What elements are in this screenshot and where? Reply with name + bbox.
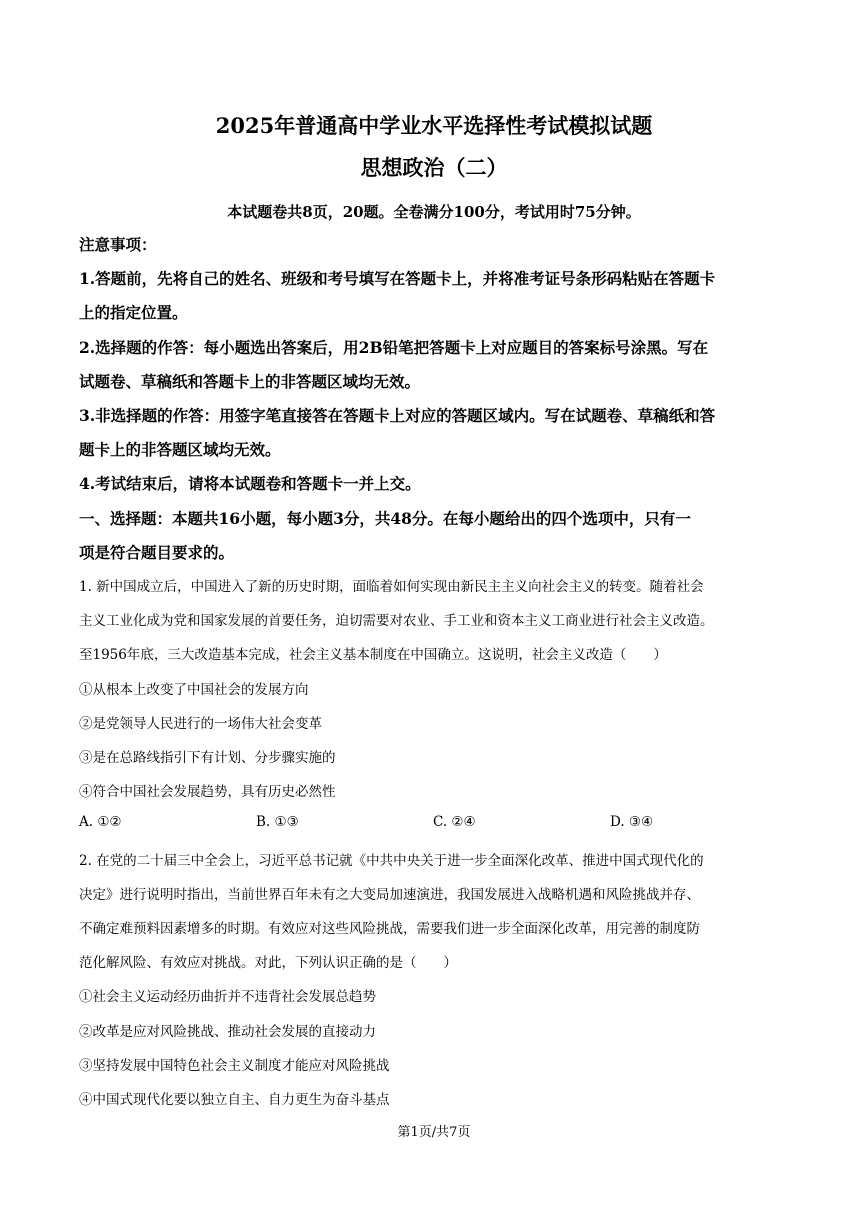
notes-line: 上的指定位置。	[79, 303, 188, 322]
question-item: ④中国式现代化要以独立自主、自力更生为奋斗基点	[79, 1092, 390, 1108]
question-stem-line: 2. 在党的二十届三中全会上，习近平总书记就《中共中央关于进一步全面深化改革、推进中国式现代化的	[79, 853, 704, 869]
question-item: ②是党领导人民进行的一场伟大社会变革	[79, 716, 322, 732]
question-stem-line: 1. 新中国成立后，中国进入了新的历史时期，面临着如何实现由新民主主义向社会主义的转变。随着社会	[79, 579, 704, 595]
exam-subject: 思想政治（二）	[360, 155, 508, 180]
exam-info: 本试题卷共8页，20题。全卷满分100分，考试用时75分钟。	[227, 203, 641, 221]
option-d: D. ③④	[610, 814, 654, 830]
question-stem-line: 不确定难预料因素增多的时期。有效应对这些风险挑战，需要我们进一步全面深化改革，用完善的制度防	[79, 921, 700, 937]
question-stem-line: 至1956年底，三大改造基本完成，社会主义基本制度在中国确立。这说明，社会主义改造（ ）	[79, 647, 667, 663]
question-item: ①从根本上改变了中国社会的发展方向	[79, 682, 309, 698]
notes-line: 题卡上的非答题区域均无效。	[79, 440, 281, 459]
question-stem-line: 主义工业化成为党和国家发展的首要任务，迫切需要对农业、手工业和资本主义工商业进行社会主义改造。	[79, 613, 714, 629]
notes-heading: 注意事项：	[79, 235, 157, 254]
page-number: 第1页/共7页	[397, 1125, 471, 1140]
section-heading: 一、选择题：本题共16小题，每小题3分，共48分。在每小题给出的四个选项中，只有一	[79, 509, 691, 528]
question-item: ①社会主义运动经历曲折并不违背社会发展总趋势	[79, 989, 376, 1005]
option-a: A. ①②	[79, 814, 122, 830]
question-stem-line: 决定》进行说明时指出，当前世界百年未有之大变局加速演进，我国发展进入战略机遇和风险挑战并存、	[79, 887, 700, 903]
notes-line: 2.选择题的作答：每小题选出答案后，用2B铅笔把答题卡上对应题目的答案标号涂黑。写在	[79, 338, 709, 357]
question-item: ④符合中国社会发展趋势，具有历史必然性	[79, 784, 336, 800]
question-stem-line: 范化解风险、有效应对挑战。对此，下列认识正确的是（ ）	[79, 955, 457, 971]
notes-line: 3.非选择题的作答：用签字笔直接答在答题卡上对应的答题区域内。写在试题卷、草稿纸和答	[79, 406, 716, 425]
question-item: ②改革是应对风险挑战、推动社会发展的直接动力	[79, 1024, 376, 1040]
notes-line: 4.考试结束后，请将本试题卷和答题卡一并上交。	[79, 474, 421, 493]
question-item: ③是在总路线指引下有计划、分步骤实施的	[79, 750, 336, 766]
section-heading-cont: 项是符合题目要求的。	[79, 543, 235, 562]
notes-line: 试题卷、草稿纸和答题卡上的非答题区域均无效。	[79, 372, 421, 391]
option-b: B. ①③	[256, 814, 299, 830]
question-item: ③坚持发展中国特色社会主义制度才能应对风险挑战	[79, 1058, 390, 1074]
option-c: C. ②④	[433, 814, 476, 830]
exam-title: 2025年普通高中学业水平选择性考试模拟试题	[215, 113, 653, 138]
notes-line: 1.答题前，先将自己的姓名、班级和考号填写在答题卡上，并将准考证号条形码粘贴在答题卡	[79, 269, 716, 288]
